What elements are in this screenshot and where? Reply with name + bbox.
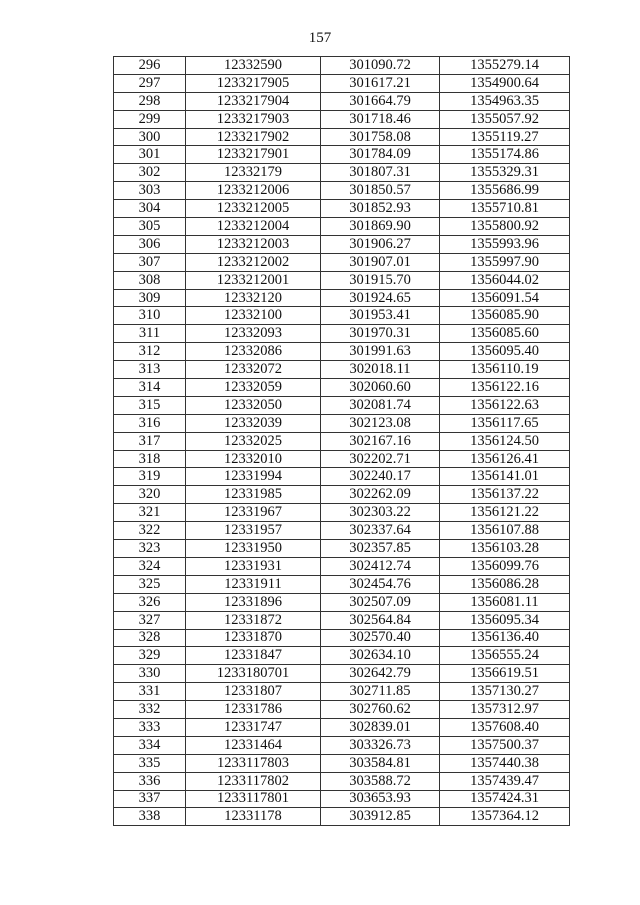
table-row [114,557,570,575]
point-id-cell: 12331911 [186,575,321,593]
x-coordinate-cell: 301953.41 [321,307,440,325]
table-row [114,57,570,75]
point-id-cell: 1233117802 [186,772,321,790]
row-number-cell: 304 [114,200,186,218]
y-coordinate-cell: 1356619.51 [440,665,570,683]
y-coordinate-cell: 1355710.81 [440,200,570,218]
row-number-cell: 302 [114,164,186,182]
x-coordinate-cell: 303326.73 [321,736,440,754]
x-coordinate-cell: 302262.09 [321,486,440,504]
x-coordinate-cell: 302337.64 [321,522,440,540]
row-number-cell: 298 [114,92,186,110]
table-row [114,790,570,808]
y-coordinate-cell: 1356044.02 [440,271,570,289]
point-id-cell: 1233217903 [186,110,321,128]
row-number-cell: 330 [114,665,186,683]
point-id-cell: 1233117803 [186,754,321,772]
table-row [114,253,570,271]
y-coordinate-cell: 1355329.31 [440,164,570,182]
y-coordinate-cell: 1357312.97 [440,701,570,719]
x-coordinate-cell: 301970.31 [321,325,440,343]
y-coordinate-cell: 1357608.40 [440,718,570,736]
point-id-cell: 1233212002 [186,253,321,271]
x-coordinate-cell: 302060.60 [321,379,440,397]
row-number-cell: 306 [114,235,186,253]
x-coordinate-cell: 302167.16 [321,432,440,450]
table-row [114,665,570,683]
x-coordinate-cell: 301617.21 [321,74,440,92]
y-coordinate-cell: 1356095.34 [440,611,570,629]
point-id-cell: 12331931 [186,557,321,575]
table-row [114,701,570,719]
row-number-cell: 312 [114,343,186,361]
y-coordinate-cell: 1357500.37 [440,736,570,754]
row-number-cell: 321 [114,504,186,522]
x-coordinate-cell: 302357.85 [321,540,440,558]
row-number-cell: 325 [114,575,186,593]
row-number-cell: 338 [114,808,186,826]
point-id-cell: 12332010 [186,450,321,468]
row-number-cell: 336 [114,772,186,790]
row-number-cell: 309 [114,289,186,307]
point-id-cell: 12331807 [186,683,321,701]
x-coordinate-cell: 302839.01 [321,718,440,736]
point-id-cell: 12331847 [186,647,321,665]
x-coordinate-cell: 302642.79 [321,665,440,683]
table-body [114,57,570,826]
table-row [114,486,570,504]
y-coordinate-cell: 1355997.90 [440,253,570,271]
table-row [114,683,570,701]
x-coordinate-cell: 301869.90 [321,218,440,236]
y-coordinate-cell: 1357130.27 [440,683,570,701]
point-id-cell: 12331896 [186,593,321,611]
table-row [114,647,570,665]
row-number-cell: 299 [114,110,186,128]
x-coordinate-cell: 301991.63 [321,343,440,361]
x-coordinate-cell: 301906.27 [321,235,440,253]
row-number-cell: 297 [114,74,186,92]
point-id-cell: 12332050 [186,396,321,414]
point-id-cell: 12332100 [186,307,321,325]
table-row [114,629,570,647]
table-row [114,611,570,629]
y-coordinate-cell: 1356103.28 [440,540,570,558]
point-id-cell: 12332059 [186,379,321,397]
point-id-cell: 1233217905 [186,74,321,92]
x-coordinate-cell: 302412.74 [321,557,440,575]
point-id-cell: 12332093 [186,325,321,343]
x-coordinate-cell: 302240.17 [321,468,440,486]
point-id-cell: 12331967 [186,504,321,522]
y-coordinate-cell: 1356137.22 [440,486,570,504]
y-coordinate-cell: 1356085.60 [440,325,570,343]
table-row [114,128,570,146]
row-number-cell: 334 [114,736,186,754]
point-id-cell: 12331786 [186,701,321,719]
table-row [114,146,570,164]
row-number-cell: 314 [114,379,186,397]
x-coordinate-cell: 301924.65 [321,289,440,307]
y-coordinate-cell: 1356122.16 [440,379,570,397]
point-id-cell: 12332590 [186,57,321,75]
point-id-cell: 12331747 [186,718,321,736]
table-row [114,540,570,558]
point-id-cell: 12332072 [186,361,321,379]
table-row [114,182,570,200]
x-coordinate-cell: 302454.76 [321,575,440,593]
y-coordinate-cell: 1356126.41 [440,450,570,468]
x-coordinate-cell: 302507.09 [321,593,440,611]
point-id-cell: 12331985 [186,486,321,504]
y-coordinate-cell: 1357440.38 [440,754,570,772]
point-id-cell: 12331994 [186,468,321,486]
y-coordinate-cell: 1356085.90 [440,307,570,325]
y-coordinate-cell: 1356136.40 [440,629,570,647]
table-row [114,468,570,486]
row-number-cell: 323 [114,540,186,558]
table-row [114,718,570,736]
table-row [114,343,570,361]
row-number-cell: 329 [114,647,186,665]
table-row [114,432,570,450]
row-number-cell: 313 [114,361,186,379]
table-row [114,379,570,397]
point-id-cell: 12331870 [186,629,321,647]
table-row [114,325,570,343]
table-row [114,218,570,236]
y-coordinate-cell: 1355119.27 [440,128,570,146]
point-id-cell: 1233212005 [186,200,321,218]
y-coordinate-cell: 1357424.31 [440,790,570,808]
point-id-cell: 1233180701 [186,665,321,683]
table-row [114,92,570,110]
y-coordinate-cell: 1356555.24 [440,647,570,665]
x-coordinate-cell: 301850.57 [321,182,440,200]
row-number-cell: 307 [114,253,186,271]
row-number-cell: 300 [114,128,186,146]
x-coordinate-cell: 302711.85 [321,683,440,701]
table-row [114,808,570,826]
point-id-cell: 1233212006 [186,182,321,200]
row-number-cell: 310 [114,307,186,325]
row-number-cell: 322 [114,522,186,540]
row-number-cell: 324 [114,557,186,575]
x-coordinate-cell: 303584.81 [321,754,440,772]
x-coordinate-cell: 302202.71 [321,450,440,468]
y-coordinate-cell: 1355686.99 [440,182,570,200]
point-id-cell: 12332179 [186,164,321,182]
row-number-cell: 305 [114,218,186,236]
point-id-cell: 12332025 [186,432,321,450]
x-coordinate-cell: 303588.72 [321,772,440,790]
x-coordinate-cell: 301758.08 [321,128,440,146]
table-row [114,361,570,379]
x-coordinate-cell: 301664.79 [321,92,440,110]
table-row [114,307,570,325]
x-coordinate-cell: 302123.08 [321,414,440,432]
table-row [114,289,570,307]
row-number-cell: 319 [114,468,186,486]
y-coordinate-cell: 1356121.22 [440,504,570,522]
table-row [114,110,570,128]
y-coordinate-cell: 1355174.86 [440,146,570,164]
y-coordinate-cell: 1356081.11 [440,593,570,611]
x-coordinate-cell: 301784.09 [321,146,440,164]
row-number-cell: 301 [114,146,186,164]
y-coordinate-cell: 1355057.92 [440,110,570,128]
y-coordinate-cell: 1355993.96 [440,235,570,253]
point-id-cell: 1233212004 [186,218,321,236]
page-number: 157 [308,30,332,46]
table-row [114,414,570,432]
x-coordinate-cell: 303912.85 [321,808,440,826]
point-id-cell: 12331872 [186,611,321,629]
row-number-cell: 333 [114,718,186,736]
x-coordinate-cell: 302018.11 [321,361,440,379]
point-id-cell: 12332120 [186,289,321,307]
point-id-cell: 1233217901 [186,146,321,164]
table-row [114,450,570,468]
point-id-cell: 12331464 [186,736,321,754]
row-number-cell: 327 [114,611,186,629]
y-coordinate-cell: 1356086.28 [440,575,570,593]
x-coordinate-cell: 302303.22 [321,504,440,522]
x-coordinate-cell: 302081.74 [321,396,440,414]
point-id-cell: 12331178 [186,808,321,826]
y-coordinate-cell: 1356110.19 [440,361,570,379]
y-coordinate-cell: 1355279.14 [440,57,570,75]
y-coordinate-cell: 1356099.76 [440,557,570,575]
row-number-cell: 311 [114,325,186,343]
x-coordinate-cell: 302634.10 [321,647,440,665]
coordinates-table [113,56,570,826]
table-row [114,736,570,754]
x-coordinate-cell: 301915.70 [321,271,440,289]
table-row [114,74,570,92]
row-number-cell: 296 [114,57,186,75]
x-coordinate-cell: 302760.62 [321,701,440,719]
y-coordinate-cell: 1356107.88 [440,522,570,540]
point-id-cell: 1233212003 [186,235,321,253]
point-id-cell: 12332086 [186,343,321,361]
x-coordinate-cell: 301718.46 [321,110,440,128]
point-id-cell: 12332039 [186,414,321,432]
y-coordinate-cell: 1356124.50 [440,432,570,450]
row-number-cell: 328 [114,629,186,647]
x-coordinate-cell: 301807.31 [321,164,440,182]
row-number-cell: 331 [114,683,186,701]
table-row [114,271,570,289]
table-row [114,754,570,772]
table-row [114,235,570,253]
table-row [114,396,570,414]
table-row [114,772,570,790]
point-id-cell: 12331957 [186,522,321,540]
y-coordinate-cell: 1356095.40 [440,343,570,361]
y-coordinate-cell: 1357364.12 [440,808,570,826]
x-coordinate-cell: 302570.40 [321,629,440,647]
row-number-cell: 315 [114,396,186,414]
y-coordinate-cell: 1355800.92 [440,218,570,236]
x-coordinate-cell: 301907.01 [321,253,440,271]
y-coordinate-cell: 1356141.01 [440,468,570,486]
y-coordinate-cell: 1356117.65 [440,414,570,432]
row-number-cell: 335 [114,754,186,772]
point-id-cell: 1233217904 [186,92,321,110]
row-number-cell: 320 [114,486,186,504]
row-number-cell: 337 [114,790,186,808]
point-id-cell: 1233212001 [186,271,321,289]
point-id-cell: 1233117801 [186,790,321,808]
row-number-cell: 308 [114,271,186,289]
y-coordinate-cell: 1356122.63 [440,396,570,414]
row-number-cell: 303 [114,182,186,200]
table-row [114,164,570,182]
y-coordinate-cell: 1357439.47 [440,772,570,790]
row-number-cell: 316 [114,414,186,432]
x-coordinate-cell: 301090.72 [321,57,440,75]
x-coordinate-cell: 301852.93 [321,200,440,218]
table-row [114,200,570,218]
y-coordinate-cell: 1354963.35 [440,92,570,110]
row-number-cell: 318 [114,450,186,468]
x-coordinate-cell: 302564.84 [321,611,440,629]
table-row [114,504,570,522]
row-number-cell: 326 [114,593,186,611]
row-number-cell: 317 [114,432,186,450]
y-coordinate-cell: 1356091.54 [440,289,570,307]
point-id-cell: 1233217902 [186,128,321,146]
x-coordinate-cell: 303653.93 [321,790,440,808]
table-row [114,522,570,540]
table-row [114,575,570,593]
table-row [114,593,570,611]
row-number-cell: 332 [114,701,186,719]
point-id-cell: 12331950 [186,540,321,558]
y-coordinate-cell: 1354900.64 [440,74,570,92]
